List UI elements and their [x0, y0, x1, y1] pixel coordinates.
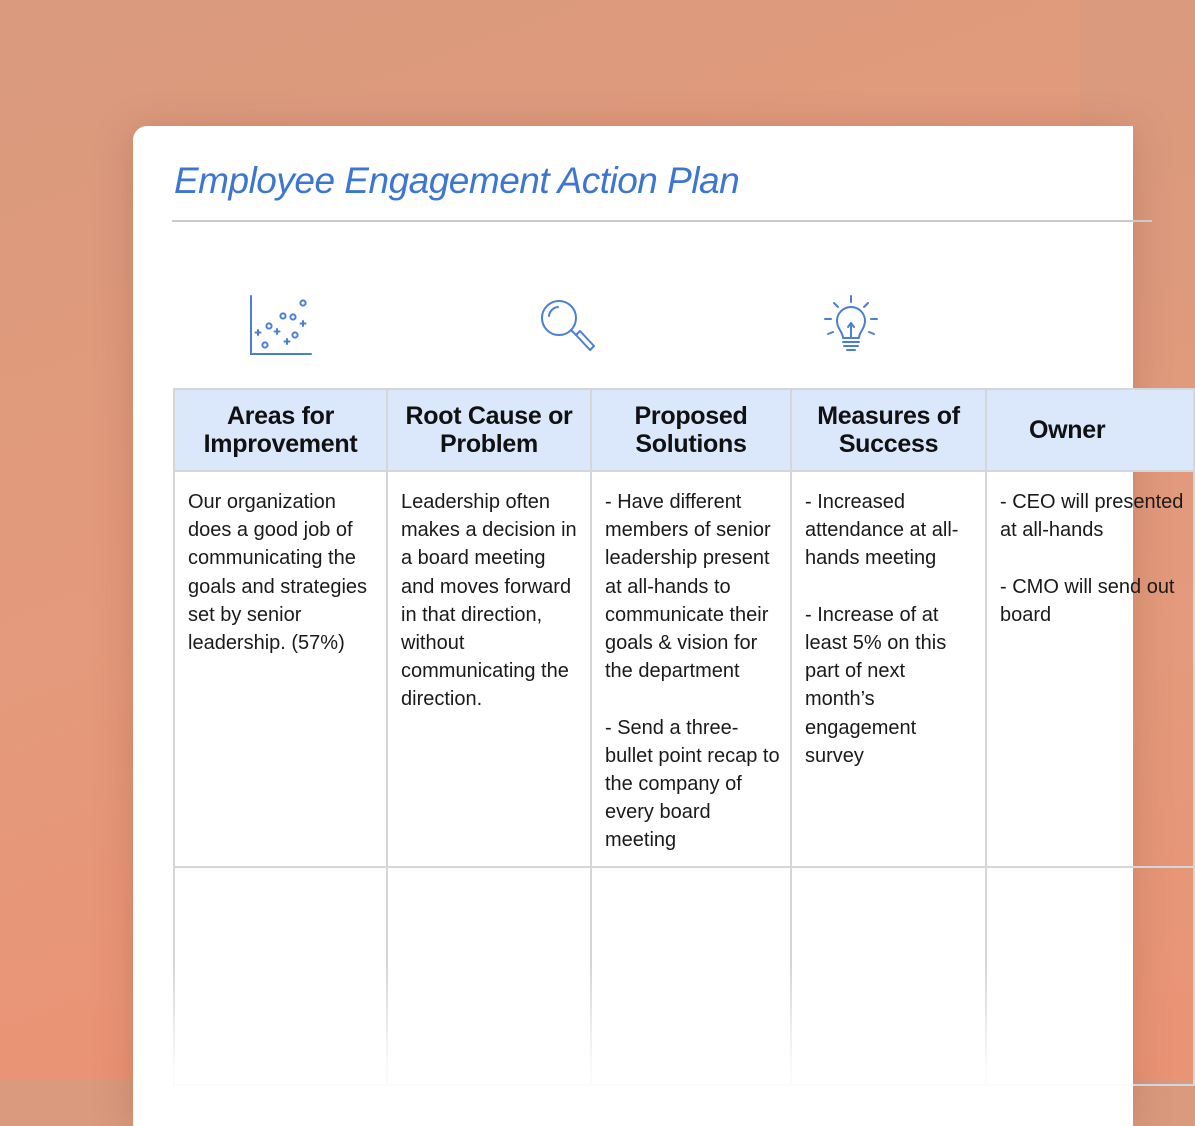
table-cell[interactable] [174, 867, 387, 1085]
table-header-row [174, 389, 1194, 471]
magnifier-icon [533, 294, 605, 366]
table-cell[interactable] [591, 867, 791, 1085]
document-page [133, 126, 1184, 1126]
table-cell[interactable] [387, 867, 591, 1085]
header-measures-of-success: Measures of Success [791, 389, 986, 471]
scatter-chart-icon [245, 292, 317, 364]
action-plan-table [173, 388, 1195, 1086]
table-row [174, 471, 1194, 867]
header-proposed-solutions: Proposed Solutions [591, 389, 791, 471]
table-cell[interactable]: Leadership often makes a decision in a board meeting and moves forward in that direction, without communicating the direction. [387, 471, 591, 867]
table-cell[interactable]: Our organization does a good job of communicating the goals and strategies set by senior leadership. (57%) [174, 471, 387, 867]
title-divider [172, 220, 1152, 222]
lightbulb-icon [815, 290, 887, 362]
table-cell[interactable]: - Increased attendance at all-hands meeting - Increase of at least 5% on this part of next month’s engagement survey [791, 471, 986, 867]
table-row [174, 867, 1194, 1085]
header-areas-for-improvement: Areas for Improvement [174, 389, 387, 471]
header-owner: Owner [986, 389, 1194, 471]
page-title: Employee Engagement Action Plan [174, 160, 740, 201]
table-cell[interactable]: - CEO will presented at all-hands - CMO will send out board [986, 471, 1194, 867]
table-cell[interactable] [791, 867, 986, 1085]
table-cell[interactable]: - Have different members of senior leadership present at all-hands to communicate their goals & vision for the department - Send a three-bullet point recap to the company of every board meeting [591, 471, 791, 867]
header-root-cause: Root Cause or Problem [387, 389, 591, 471]
table-cell[interactable] [986, 867, 1194, 1085]
